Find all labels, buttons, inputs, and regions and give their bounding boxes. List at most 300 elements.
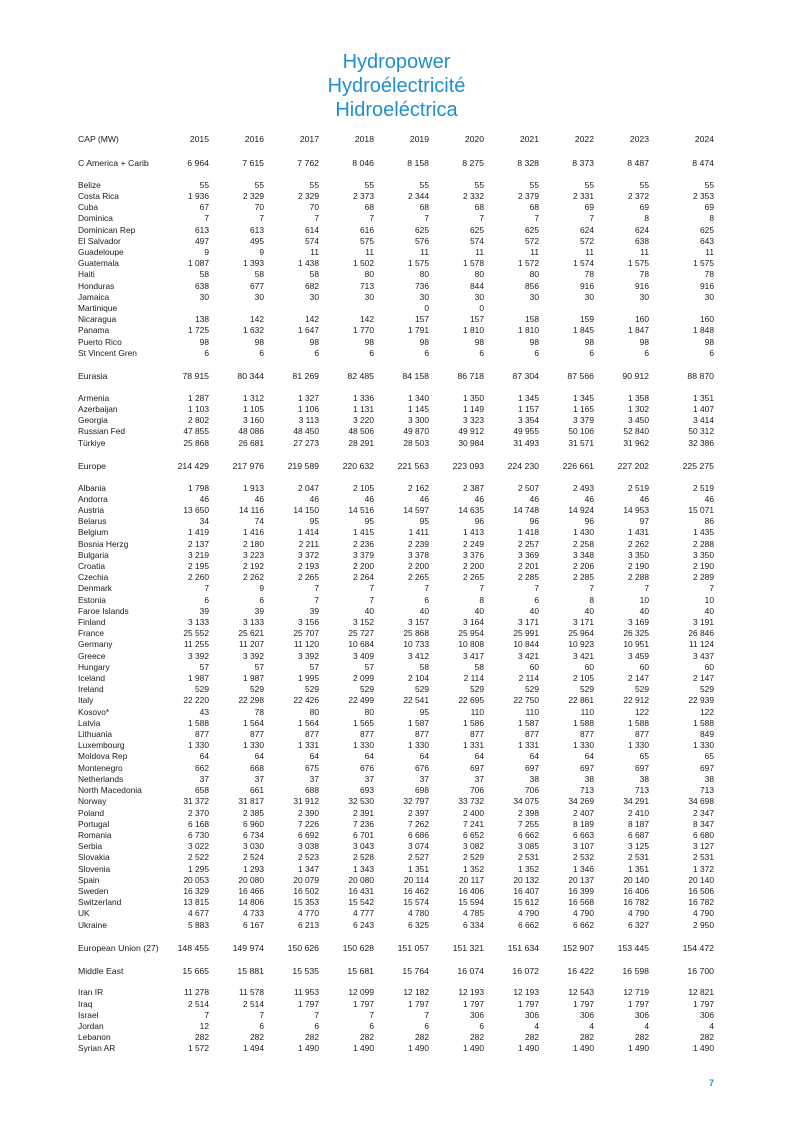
- country-row-value: 95: [309, 516, 319, 527]
- country-row-value: 1 438: [298, 258, 319, 269]
- country-row-value: 69: [704, 202, 714, 213]
- country-row-value: 31 493: [513, 437, 539, 448]
- country-row-value: 8 347: [693, 818, 714, 829]
- country-row-value: 2 200: [408, 561, 429, 572]
- country-row-value: 16 506: [688, 885, 714, 896]
- country-row-value: 86: [704, 516, 714, 527]
- country-row-value: 2 105: [573, 673, 594, 684]
- country-row-value: 6: [259, 594, 264, 605]
- country-row-value: 3 125: [628, 841, 649, 852]
- country-row-label: Germany: [78, 639, 113, 650]
- country-row-value: 22 220: [183, 695, 209, 706]
- spacer-cell: [78, 449, 714, 460]
- country-row-value: 25 707: [293, 628, 319, 639]
- country-row-value: 1 330: [573, 740, 594, 751]
- country-row-value: 1 331: [518, 740, 539, 751]
- region-row-value: 149 974: [232, 942, 264, 953]
- country-row-value: 34 698: [688, 796, 714, 807]
- country-row-value: 6: [534, 594, 539, 605]
- country-row: [78, 763, 714, 774]
- country-row-value: 6: [204, 347, 209, 358]
- country-row-value: 877: [195, 729, 209, 740]
- country-row-value: 2 288: [628, 572, 649, 583]
- country-row-value: 675: [305, 762, 319, 773]
- country-row-value: 60: [584, 661, 594, 672]
- country-row: [78, 337, 714, 348]
- country-row-value: 4 777: [353, 908, 374, 919]
- country-row-value: 11 124: [689, 639, 714, 650]
- country-row-value: 306: [580, 1009, 594, 1020]
- country-row-value: 713: [580, 785, 594, 796]
- country-row-label: Israel: [78, 1009, 99, 1020]
- country-row-value: 46: [254, 493, 264, 504]
- country-row-value: 3 421: [518, 650, 539, 661]
- year-header: 2024: [694, 134, 714, 144]
- country-row-label: Ukraine: [78, 919, 107, 930]
- country-row: [78, 606, 714, 617]
- country-row-value: 7: [479, 583, 484, 594]
- country-row-value: 49 870: [403, 426, 429, 437]
- country-row-label: Andorra: [78, 493, 108, 504]
- country-row: [78, 213, 714, 224]
- country-row: [78, 639, 714, 650]
- spacer-cell: [78, 931, 714, 942]
- country-row-value: 6: [314, 1021, 319, 1032]
- country-row-value: 6 734: [243, 829, 264, 840]
- country-row-value: 6 327: [628, 919, 649, 930]
- country-row-value: 30: [309, 291, 319, 302]
- country-row-value: 78: [254, 706, 264, 717]
- country-row-value: 48 450: [293, 426, 319, 437]
- country-row-value: 706: [525, 785, 539, 796]
- country-row-value: 4 790: [573, 908, 594, 919]
- country-row-value: 2 285: [518, 572, 539, 583]
- country-row-label: Nicaragua: [78, 314, 117, 325]
- region-row-value: 82 485: [347, 370, 374, 381]
- country-row: [78, 673, 714, 684]
- country-row-value: 1 565: [353, 717, 374, 728]
- country-row-value: 7: [204, 213, 209, 224]
- region-row-value: 152 907: [562, 942, 594, 953]
- capacity-table: [78, 133, 714, 1055]
- country-row-value: 1 330: [628, 740, 649, 751]
- country-row-value: 1 435: [693, 527, 714, 538]
- country-row: [78, 247, 714, 258]
- country-row-value: 80: [474, 269, 484, 280]
- country-row-value: 8 187: [628, 818, 649, 829]
- country-row-value: 3 417: [463, 650, 484, 661]
- country-row-value: 97: [639, 516, 649, 527]
- country-row-value: 6: [589, 347, 594, 358]
- country-row-value: 12: [199, 1021, 209, 1032]
- country-row-value: 2 385: [243, 807, 264, 818]
- country-row-value: 110: [470, 706, 484, 717]
- spacer-row: [78, 359, 714, 370]
- country-row-value: 80: [529, 269, 539, 280]
- country-row-value: 1 797: [463, 998, 484, 1009]
- country-row-value: 1 352: [463, 863, 484, 874]
- country-row-value: 6 213: [298, 919, 319, 930]
- country-row-value: 2 370: [188, 807, 209, 818]
- country-row: [78, 886, 714, 897]
- country-row-value: 12 821: [688, 987, 714, 998]
- country-row-value: 1 490: [408, 1043, 429, 1054]
- country-row-value: 22 298: [238, 695, 264, 706]
- country-row-value: 2 047: [298, 482, 319, 493]
- country-row-value: 55: [639, 179, 649, 190]
- country-row-value: 28 291: [348, 437, 374, 448]
- spacer-cell: [78, 169, 714, 180]
- table-header-row: [78, 133, 714, 146]
- spacer-cell: [78, 977, 714, 988]
- country-row-value: 60: [639, 661, 649, 672]
- region-row-value: 16 422: [567, 965, 594, 976]
- region-row-value: 15 535: [292, 965, 319, 976]
- country-row-value: 30: [529, 291, 539, 302]
- country-row-value: 8: [589, 594, 594, 605]
- country-row-value: 7: [424, 213, 429, 224]
- country-row-value: 8: [644, 213, 649, 224]
- spacer-row: [78, 382, 714, 393]
- region-row-value: 15 764: [402, 965, 429, 976]
- country-row-value: 0: [479, 303, 484, 314]
- country-row-value: 1 575: [693, 258, 714, 269]
- region-row-value: 151 321: [452, 942, 484, 953]
- country-row-value: 20 140: [688, 874, 714, 885]
- country-row: [78, 1021, 714, 1032]
- country-row-value: 142: [305, 314, 319, 325]
- country-row: [78, 527, 714, 538]
- country-row-value: 2 201: [518, 561, 539, 572]
- spacer-cell: [78, 146, 714, 157]
- country-row-value: 11: [420, 247, 429, 257]
- year-header: 2023: [629, 134, 649, 144]
- country-row-value: 306: [700, 1009, 714, 1020]
- country-row: [78, 651, 714, 662]
- country-row-value: 20 137: [568, 874, 594, 885]
- country-row-value: 20 080: [238, 874, 264, 885]
- country-row-value: 2 258: [573, 538, 594, 549]
- country-row-value: 2 507: [518, 482, 539, 493]
- country-row: [78, 595, 714, 606]
- country-row-value: 497: [195, 235, 209, 246]
- country-row-value: 6: [259, 1021, 264, 1032]
- country-row-value: 7 262: [408, 818, 429, 829]
- country-row: [78, 864, 714, 875]
- country-row-label: Croatia: [78, 561, 105, 572]
- country-row-value: 11 255: [184, 639, 209, 650]
- country-row-value: 643: [700, 235, 714, 246]
- country-row-value: 676: [360, 762, 374, 773]
- country-row-value: 10 844: [513, 639, 539, 650]
- country-row-value: 2 397: [408, 807, 429, 818]
- country-row-value: 1 490: [628, 1043, 649, 1054]
- country-row-value: 15 612: [513, 897, 539, 908]
- country-row-value: 1 330: [243, 740, 264, 751]
- country-row-value: 3 164: [463, 617, 484, 628]
- country-row: [78, 393, 714, 404]
- country-row-value: 10 951: [623, 639, 649, 650]
- region-row-value: 8 158: [407, 157, 429, 168]
- country-row-value: 110: [525, 706, 539, 717]
- country-row-value: 1 797: [628, 998, 649, 1009]
- country-row-value: 658: [195, 785, 209, 796]
- country-row-value: 96: [584, 516, 594, 527]
- country-row-value: 11: [585, 247, 594, 257]
- country-row-value: 6 334: [463, 919, 484, 930]
- country-row-value: 1 797: [518, 998, 539, 1009]
- country-row-value: 69: [584, 202, 594, 213]
- country-row: [78, 1043, 714, 1054]
- country-row-value: 6 701: [353, 829, 374, 840]
- country-row-value: 142: [250, 314, 264, 325]
- country-row-value: 158: [525, 314, 539, 325]
- country-row-value: 30: [639, 291, 649, 302]
- country-row-value: 3 350: [628, 549, 649, 560]
- country-row-label: Bosnia Herzg: [78, 538, 129, 549]
- country-row-value: 11: [310, 247, 319, 257]
- country-row-value: 3 152: [353, 617, 374, 628]
- country-row-value: 6: [709, 347, 714, 358]
- country-row-value: 95: [419, 706, 429, 717]
- region-row-value: 223 093: [452, 460, 484, 471]
- country-row-value: 6: [369, 1021, 374, 1032]
- country-row-value: 31 912: [293, 796, 319, 807]
- country-row-value: 2 802: [188, 415, 209, 426]
- country-row-value: 1 797: [298, 998, 319, 1009]
- country-row-value: 12 193: [513, 987, 539, 998]
- country-row-value: 529: [580, 684, 594, 695]
- country-row-value: 1 587: [408, 717, 429, 728]
- country-row-value: 7 226: [298, 818, 319, 829]
- country-row-value: 3 369: [518, 549, 539, 560]
- country-row-label: Dominican Rep: [78, 224, 136, 235]
- spacer-cell: [78, 954, 714, 965]
- country-row-value: 1 572: [188, 1043, 209, 1054]
- country-row-value: 1 572: [518, 258, 539, 269]
- region-row-value: 8 046: [352, 157, 374, 168]
- region-row-label: Middle East: [78, 965, 124, 976]
- country-row-value: 1 564: [298, 717, 319, 728]
- country-row-value: 25 868: [183, 437, 209, 448]
- country-row-value: 25 868: [403, 628, 429, 639]
- country-row-value: 625: [700, 224, 714, 235]
- country-row-value: 1 413: [463, 527, 484, 538]
- country-row-value: 697: [470, 762, 484, 773]
- country-row-value: 1 131: [353, 404, 374, 415]
- country-row-value: 14 748: [513, 505, 539, 516]
- country-row-value: 713: [360, 280, 374, 291]
- country-row: [78, 1010, 714, 1021]
- country-row-value: 6: [259, 347, 264, 358]
- country-row-value: 122: [700, 706, 714, 717]
- country-row: [78, 785, 714, 796]
- country-row-value: 1 632: [243, 325, 264, 336]
- country-row-value: 1 106: [298, 404, 319, 415]
- country-row-value: 7: [709, 583, 714, 594]
- country-row-value: 2 114: [518, 673, 539, 684]
- country-row-value: 57: [364, 661, 374, 672]
- country-row-value: 4: [589, 1021, 594, 1032]
- country-row-value: 2 514: [243, 998, 264, 1009]
- country-row-value: 6 168: [188, 818, 209, 829]
- country-row-value: 16 329: [183, 885, 209, 896]
- country-row-value: 877: [360, 729, 374, 740]
- country-row-value: 20 080: [348, 874, 374, 885]
- country-row-value: 160: [700, 314, 714, 325]
- country-row-value: 1 588: [693, 717, 714, 728]
- country-row: [78, 561, 714, 572]
- country-row: [78, 494, 714, 505]
- country-row-value: 613: [195, 224, 209, 235]
- country-row-value: 6: [204, 594, 209, 605]
- country-row-value: 65: [639, 751, 649, 762]
- country-row-value: 25 552: [183, 628, 209, 639]
- country-row-value: 11: [365, 247, 374, 257]
- country-row-value: 57: [199, 661, 209, 672]
- country-row-value: 624: [580, 224, 594, 235]
- country-row-value: 7: [534, 213, 539, 224]
- country-row-label: Luxembourg: [78, 740, 125, 751]
- country-row-value: 1 588: [573, 717, 594, 728]
- country-row-value: 16 782: [688, 897, 714, 908]
- country-row-value: 282: [580, 1032, 594, 1043]
- country-row-label: Russian Fed: [78, 426, 126, 437]
- country-row-value: 7: [204, 583, 209, 594]
- country-row: [78, 583, 714, 594]
- year-header: 2018: [354, 134, 374, 144]
- country-row-value: 529: [415, 684, 429, 695]
- country-row-value: 7: [259, 213, 264, 224]
- country-row-value: 8: [479, 594, 484, 605]
- country-row-value: 55: [529, 179, 539, 190]
- country-row-value: 98: [199, 336, 209, 347]
- country-row-value: 2 114: [463, 673, 484, 684]
- country-row-value: 3 409: [353, 650, 374, 661]
- country-row-label: Martinique: [78, 303, 118, 314]
- country-row-value: 8: [709, 213, 714, 224]
- country-row-value: 15 574: [403, 897, 429, 908]
- country-row-value: 10 808: [458, 639, 484, 650]
- country-row-value: 14 806: [238, 897, 264, 908]
- country-row-value: 31 817: [238, 796, 264, 807]
- country-row-value: 3 169: [628, 617, 649, 628]
- country-row-value: 282: [700, 1032, 714, 1043]
- country-row-value: 22 541: [403, 695, 429, 706]
- country-row-value: [319, 303, 374, 314]
- country-row-value: 6 662: [573, 919, 594, 930]
- country-row-label: Haiti: [78, 269, 95, 280]
- country-row-value: 15 071: [688, 505, 714, 516]
- country-row-label: Moldova Rep: [78, 751, 128, 762]
- country-row-value: 2 531: [628, 852, 649, 863]
- country-row-value: 14 635: [458, 505, 484, 516]
- country-row: [78, 225, 714, 236]
- country-row: [78, 505, 714, 516]
- country-row-value: 159: [580, 314, 594, 325]
- country-row-label: Greece: [78, 650, 106, 661]
- country-row-value: 3 354: [518, 415, 539, 426]
- country-row-value: 1 087: [188, 258, 209, 269]
- country-row-value: 12 719: [623, 987, 649, 998]
- country-row-value: 40: [529, 605, 539, 616]
- country-row-value: 38: [529, 773, 539, 784]
- region-row-value: 150 626: [287, 942, 319, 953]
- country-row-label: Slovakia: [78, 852, 110, 863]
- title-english: Hydropower: [342, 51, 451, 73]
- country-row-label: Guadeloupe: [78, 247, 124, 257]
- country-row-label: UK: [78, 908, 90, 919]
- country-row-value: 16 399: [568, 885, 594, 896]
- spacer-row: [78, 146, 714, 157]
- country-row-value: 37: [419, 773, 429, 784]
- country-row-value: 40: [474, 605, 484, 616]
- country-row-value: 2 523: [298, 852, 319, 863]
- country-row-value: 74: [254, 516, 264, 527]
- country-row-value: 27 273: [293, 437, 319, 448]
- country-row-label: Switzerland: [78, 897, 122, 908]
- country-row-value: 3 378: [408, 549, 429, 560]
- country-row-value: 4 790: [628, 908, 649, 919]
- country-row-value: 697: [700, 762, 714, 773]
- country-row-value: [649, 303, 714, 314]
- country-row-value: 48 506: [348, 426, 374, 437]
- region-row-value: 8 328: [517, 157, 539, 168]
- region-row-value: 151 057: [397, 942, 429, 953]
- country-row-value: 7: [314, 583, 319, 594]
- country-row-value: 1 145: [408, 404, 429, 415]
- region-row-label: C America + Carib: [78, 157, 149, 168]
- region-row-value: 8 275: [462, 157, 484, 168]
- country-row-value: 3 038: [298, 841, 319, 852]
- country-row-value: 574: [470, 235, 484, 246]
- country-row-value: 638: [195, 280, 209, 291]
- country-row: [78, 483, 714, 494]
- country-row-value: 40: [584, 605, 594, 616]
- region-row: [78, 965, 714, 977]
- country-row-value: 3 030: [243, 841, 264, 852]
- country-row-value: 7: [369, 583, 374, 594]
- country-row-value: 3 127: [693, 841, 714, 852]
- country-row-value: 22 426: [293, 695, 319, 706]
- country-row-value: 1 415: [353, 527, 374, 538]
- country-row-label: Norway: [78, 796, 107, 807]
- country-row-value: 529: [470, 684, 484, 695]
- country-row-value: 1 351: [628, 863, 649, 874]
- region-row-value: 154 472: [682, 942, 714, 953]
- country-row-value: 2 410: [628, 807, 649, 818]
- country-row-value: 10: [704, 594, 714, 605]
- country-row-value: 15 353: [293, 897, 319, 908]
- country-row-value: 60: [529, 661, 539, 672]
- region-row-value: 150 628: [342, 942, 374, 953]
- country-row-value: 877: [415, 729, 429, 740]
- country-row-label: El Salvador: [78, 235, 121, 246]
- country-row-value: 20 140: [623, 874, 649, 885]
- country-row-value: 1 330: [353, 740, 374, 751]
- spacer-cell: [78, 359, 714, 370]
- country-row-value: 1 287: [188, 392, 209, 403]
- country-row-value: 668: [250, 762, 264, 773]
- country-row-value: 3 160: [243, 415, 264, 426]
- country-row-value: 1 490: [353, 1043, 374, 1054]
- country-row-value: 55: [474, 179, 484, 190]
- country-row-value: 1 351: [408, 863, 429, 874]
- country-row-value: 7 241: [463, 818, 484, 829]
- country-row: [78, 875, 714, 886]
- country-row-value: 58: [199, 269, 209, 280]
- country-row-value: 39: [254, 605, 264, 616]
